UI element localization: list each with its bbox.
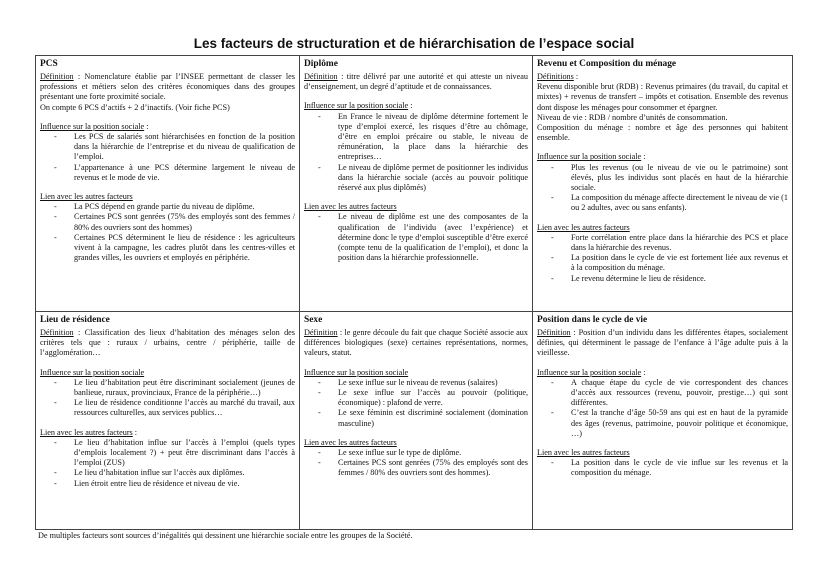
list-item: - Le sexe influe sur l’accès au pouvoir (politique, économique) : plafond de verre. <box>338 388 528 408</box>
block-text <box>537 328 788 359</box>
cell-block <box>537 448 788 479</box>
cell-block <box>537 223 788 284</box>
block-text <box>304 438 528 448</box>
section-heading: Influence sur la position sociale <box>304 367 409 377</box>
section-text: Composition du ménage : nombre et âge des personnes qui habitent ensemble. <box>537 123 788 143</box>
cell-title: Sexe <box>304 315 323 325</box>
list-item: - Certaines PCS sont genrées (75% des employés sont des femmes / 80% des ouvriers sont des hommes) <box>74 212 295 232</box>
table-row <box>36 312 793 530</box>
section-heading: Influence sur la position sociale <box>537 367 642 377</box>
list-item: - Les PCS de salariés sont hiérarchisées en fonction de la position dans la hiérarchie de l’entreprise et du niveau de qualification de l’emploi. <box>74 132 295 163</box>
bullet-list <box>537 458 788 478</box>
cell-block <box>304 101 528 193</box>
section-heading: Définition <box>40 72 74 81</box>
cell-block <box>304 438 528 479</box>
document-title: Les facteurs de structuration et de hiérarchisation de l’espace social <box>193 36 635 51</box>
section-text: : <box>573 72 579 81</box>
section-heading: Définition <box>304 328 338 337</box>
block-text <box>40 428 295 438</box>
bullet-list <box>40 438 295 489</box>
block-text <box>537 82 788 113</box>
block-text <box>304 72 528 92</box>
bullet-list <box>537 163 788 214</box>
block-text <box>537 152 788 162</box>
block-text <box>537 123 788 143</box>
cell-block <box>537 72 788 82</box>
list-item: - La composition du ménage affecte directement le niveau de vie (1 ou 2 adultes, avec ou sans enfants). <box>571 193 788 213</box>
list-item: - C’est la tranche d’âge 50-59 ans qui est en haut de la pyramide des âges (revenus, patrimoine, pouvoir politique et économique, …) <box>571 408 788 439</box>
cell-block <box>537 328 788 359</box>
cell-title: Lieu de résidence <box>40 315 110 325</box>
section-heading: Lien avec les autres facteurs <box>40 427 133 437</box>
bullet-list <box>304 448 528 479</box>
section-heading: Définition <box>537 328 571 337</box>
cell-block <box>40 72 295 103</box>
section-text: : <box>132 427 138 437</box>
factors-table <box>35 55 793 530</box>
section-heading: Définition <box>304 72 338 81</box>
list-item: - L’appartenance à une PCS détermine largement le niveau de revenus et le mode de vie. <box>74 163 295 183</box>
cell-block <box>40 328 295 359</box>
block-text <box>304 368 528 378</box>
cell-lieu-residence <box>36 312 300 530</box>
cell-block <box>537 152 788 213</box>
block-text <box>40 328 295 359</box>
cell-diplome <box>300 56 533 312</box>
cell-block <box>537 113 788 123</box>
section-heading: Influence sur la position sociale <box>40 367 145 377</box>
list-item: - Le lieu d’habitation peut être discriminant socialement (jeunes de banlieue, ruraux, provinciaux, France de la périphérie…) <box>74 378 295 398</box>
cell-block <box>40 428 295 489</box>
section-heading: Lien avec les autres facteurs <box>537 222 630 232</box>
block-text <box>304 202 528 212</box>
block-text <box>304 101 528 111</box>
cell-block <box>304 328 528 359</box>
section-heading: Définition <box>40 328 74 337</box>
cell-cycle-de-vie <box>533 312 793 530</box>
block-text <box>40 72 295 103</box>
section-text: : Nomenclature établie par l’INSEE permettant de classer les professions et métiers selon des critères économiques dans des groupes présentant une forte proximité sociale. <box>40 72 295 102</box>
bullet-list <box>40 132 295 183</box>
bullet-list <box>537 233 788 284</box>
list-item: - En France le niveau de diplôme détermine fortement le type d’emploi exercé, les risques d’être au chômage, d’être en emploi précaire ou stable, le niveau de rémunération, la place dans la hiérarchie des entreprises… <box>338 112 528 163</box>
cell-sexe <box>300 312 533 530</box>
section-text: : <box>408 101 413 111</box>
cell-block <box>304 72 528 92</box>
list-item: - Le lieu de résidence conditionne l’accès au marché du travail, aux ressources culturelles, aux services publics… <box>74 398 295 418</box>
cell-block <box>304 368 528 429</box>
section-text: : <box>144 121 149 131</box>
block-text <box>537 72 788 82</box>
section-heading: Lien avec les autres facteurs <box>537 448 630 458</box>
list-item: - Le sexe féminin est discriminé socialement (domination masculine) <box>338 408 528 428</box>
list-item: - Le lieu d’habitation influe sur l’accès aux diplômes. <box>74 468 295 478</box>
list-item: - Le lieu d’habitation influe sur l’accès à l’emploi (quels types d’emplois localement ?) + peut être discriminant dans l’accès à l’emploi (ZUS) <box>74 438 295 469</box>
list-item: - Lien étroit entre lieu de résidence et niveau de vie. <box>74 479 295 489</box>
bullet-list <box>40 202 295 263</box>
section-text: : <box>641 152 646 162</box>
section-text: : <box>641 367 646 377</box>
block-text <box>537 368 788 378</box>
block-text <box>537 223 788 233</box>
list-item: - Le niveau de diplôme est une des composantes de la qualification de l’individu (avec l’expérience) et détermine donc le type d’emploi susceptible d’être exercé (compte tenu de la qualification de l’emploi), et donc la position dans la hiérarchie professionnelle. <box>338 212 528 263</box>
section-text: Niveau de vie : RDB / nombre d’unités de consommation. <box>537 112 728 122</box>
section-heading: Lien avec les autres facteurs <box>304 202 397 212</box>
block-text <box>40 122 295 132</box>
list-item: - Forte corrélation entre place dans la hiérarchie des PCS et place dans la hiérarchie des revenus. <box>571 233 788 253</box>
bullet-list <box>304 378 528 429</box>
block-text <box>537 448 788 458</box>
cell-revenu-menage <box>533 56 793 312</box>
cell-block <box>40 122 295 183</box>
section-heading: Lien avec les autres facteurs <box>40 192 133 202</box>
list-item: - Le sexe influe sur le type de diplôme. <box>338 448 528 458</box>
list-item: - Certaines PCS sont genrées (75% des employés sont des femmes / 80% des ouvriers sont des hommes). <box>338 458 528 478</box>
section-heading: Définitions <box>537 72 574 81</box>
table-row <box>36 56 793 312</box>
section-text: : Classification des lieux d’habitation des ménages selon des critères tels que : ruraux / urbains, centre / périphérie, taille de l’agglomération… <box>40 328 295 358</box>
cell-block <box>537 123 788 143</box>
block-text <box>40 192 295 202</box>
section-text: On compte 6 PCS d’actifs + 2 d’inactifs. (Voir fiche PCS) <box>40 102 230 112</box>
footer-note: De multiples facteurs sont sources d’inégalités qui dessinent une hiérarchie sociale entre les groupes de la Société. <box>38 531 413 540</box>
list-item: - Le niveau de diplôme permet de positionner les individus dans la hiérarchie sociale (accès au pouvoir politique réservé aux plus diplômés) <box>338 163 528 194</box>
cell-title: Position dans le cycle de vie <box>537 315 648 325</box>
list-item: - A chaque étape du cycle de vie correspondent des chances d’accès aux ressources (revenu, pouvoir, prestige…) qui sont différentes. <box>571 378 788 409</box>
cell-block <box>40 192 295 263</box>
block-text <box>40 103 295 113</box>
section-heading: Influence sur la position sociale <box>40 121 145 131</box>
section-text: Revenu disponible brut (RDB) : Revenus primaires (du travail, du capital et mixtes) + revenus de transfert – impôts et cotisation. Ensemble des revenus dont dispose les ménages pour consommer et épargner. <box>537 82 788 112</box>
cell-block <box>537 368 788 439</box>
cell-title: PCS <box>40 59 58 69</box>
bullet-list <box>304 212 528 263</box>
cell-block <box>40 103 295 113</box>
list-item: - La PCS dépend en grande partie du niveau de diplôme. <box>74 202 295 212</box>
bullet-list <box>537 378 788 439</box>
list-item: - La position dans le cycle de vie est fortement liée aux revenus et à la composition du ménage. <box>571 253 788 273</box>
bullet-list <box>304 112 528 194</box>
block-text <box>537 113 788 123</box>
cell-block <box>304 202 528 263</box>
list-item: - Plus les revenus (ou le niveau de vie ou le patrimoine) sont élevés, plus les individus sont placés en haut de la hiérarchie sociale. <box>571 163 788 194</box>
cell-block <box>40 368 295 419</box>
list-item: - La position dans le cycle de vie influe sur les revenus et la composition du ménage. <box>571 458 788 478</box>
section-heading: Lien avec les autres facteurs <box>304 437 397 447</box>
block-text <box>40 368 295 378</box>
list-item: - Le revenu détermine le lieu de résidence. <box>571 274 788 284</box>
section-text: : titre délivré par une autorité et qui atteste un niveau d’enseignement, un degré d’aptitude et de connaissances. <box>304 72 528 92</box>
cell-title: Diplôme <box>304 59 338 69</box>
cell-block <box>537 82 788 113</box>
cell-pcs <box>36 56 300 312</box>
block-text <box>304 328 528 359</box>
section-text: : le genre découle du fait que chaque Société associe aux différences biologiques (sexe) certaines représentations, normes, valeurs, statut. <box>304 328 528 358</box>
section-heading: Influence sur la position sociale <box>304 101 409 111</box>
list-item: - Le sexe influe sur le niveau de revenus (salaires) <box>338 378 528 388</box>
section-text: : Position d’un individu dans les différentes étapes, socialement définies, qui déterminent le passage de l’enfance à l’âge adulte puis à la vieillesse. <box>537 328 788 358</box>
section-heading: Influence sur la position sociale <box>537 152 642 162</box>
list-item: - Certaines PCS déterminent le lieu de résidence : les agriculteurs vivent à la campagne, les cadres plutôt dans les centres-villes et grandes villes, les ouvriers et employés en périphérie. <box>74 233 295 264</box>
cell-title: Revenu et Composition du ménage <box>537 59 677 69</box>
bullet-list <box>40 378 295 419</box>
